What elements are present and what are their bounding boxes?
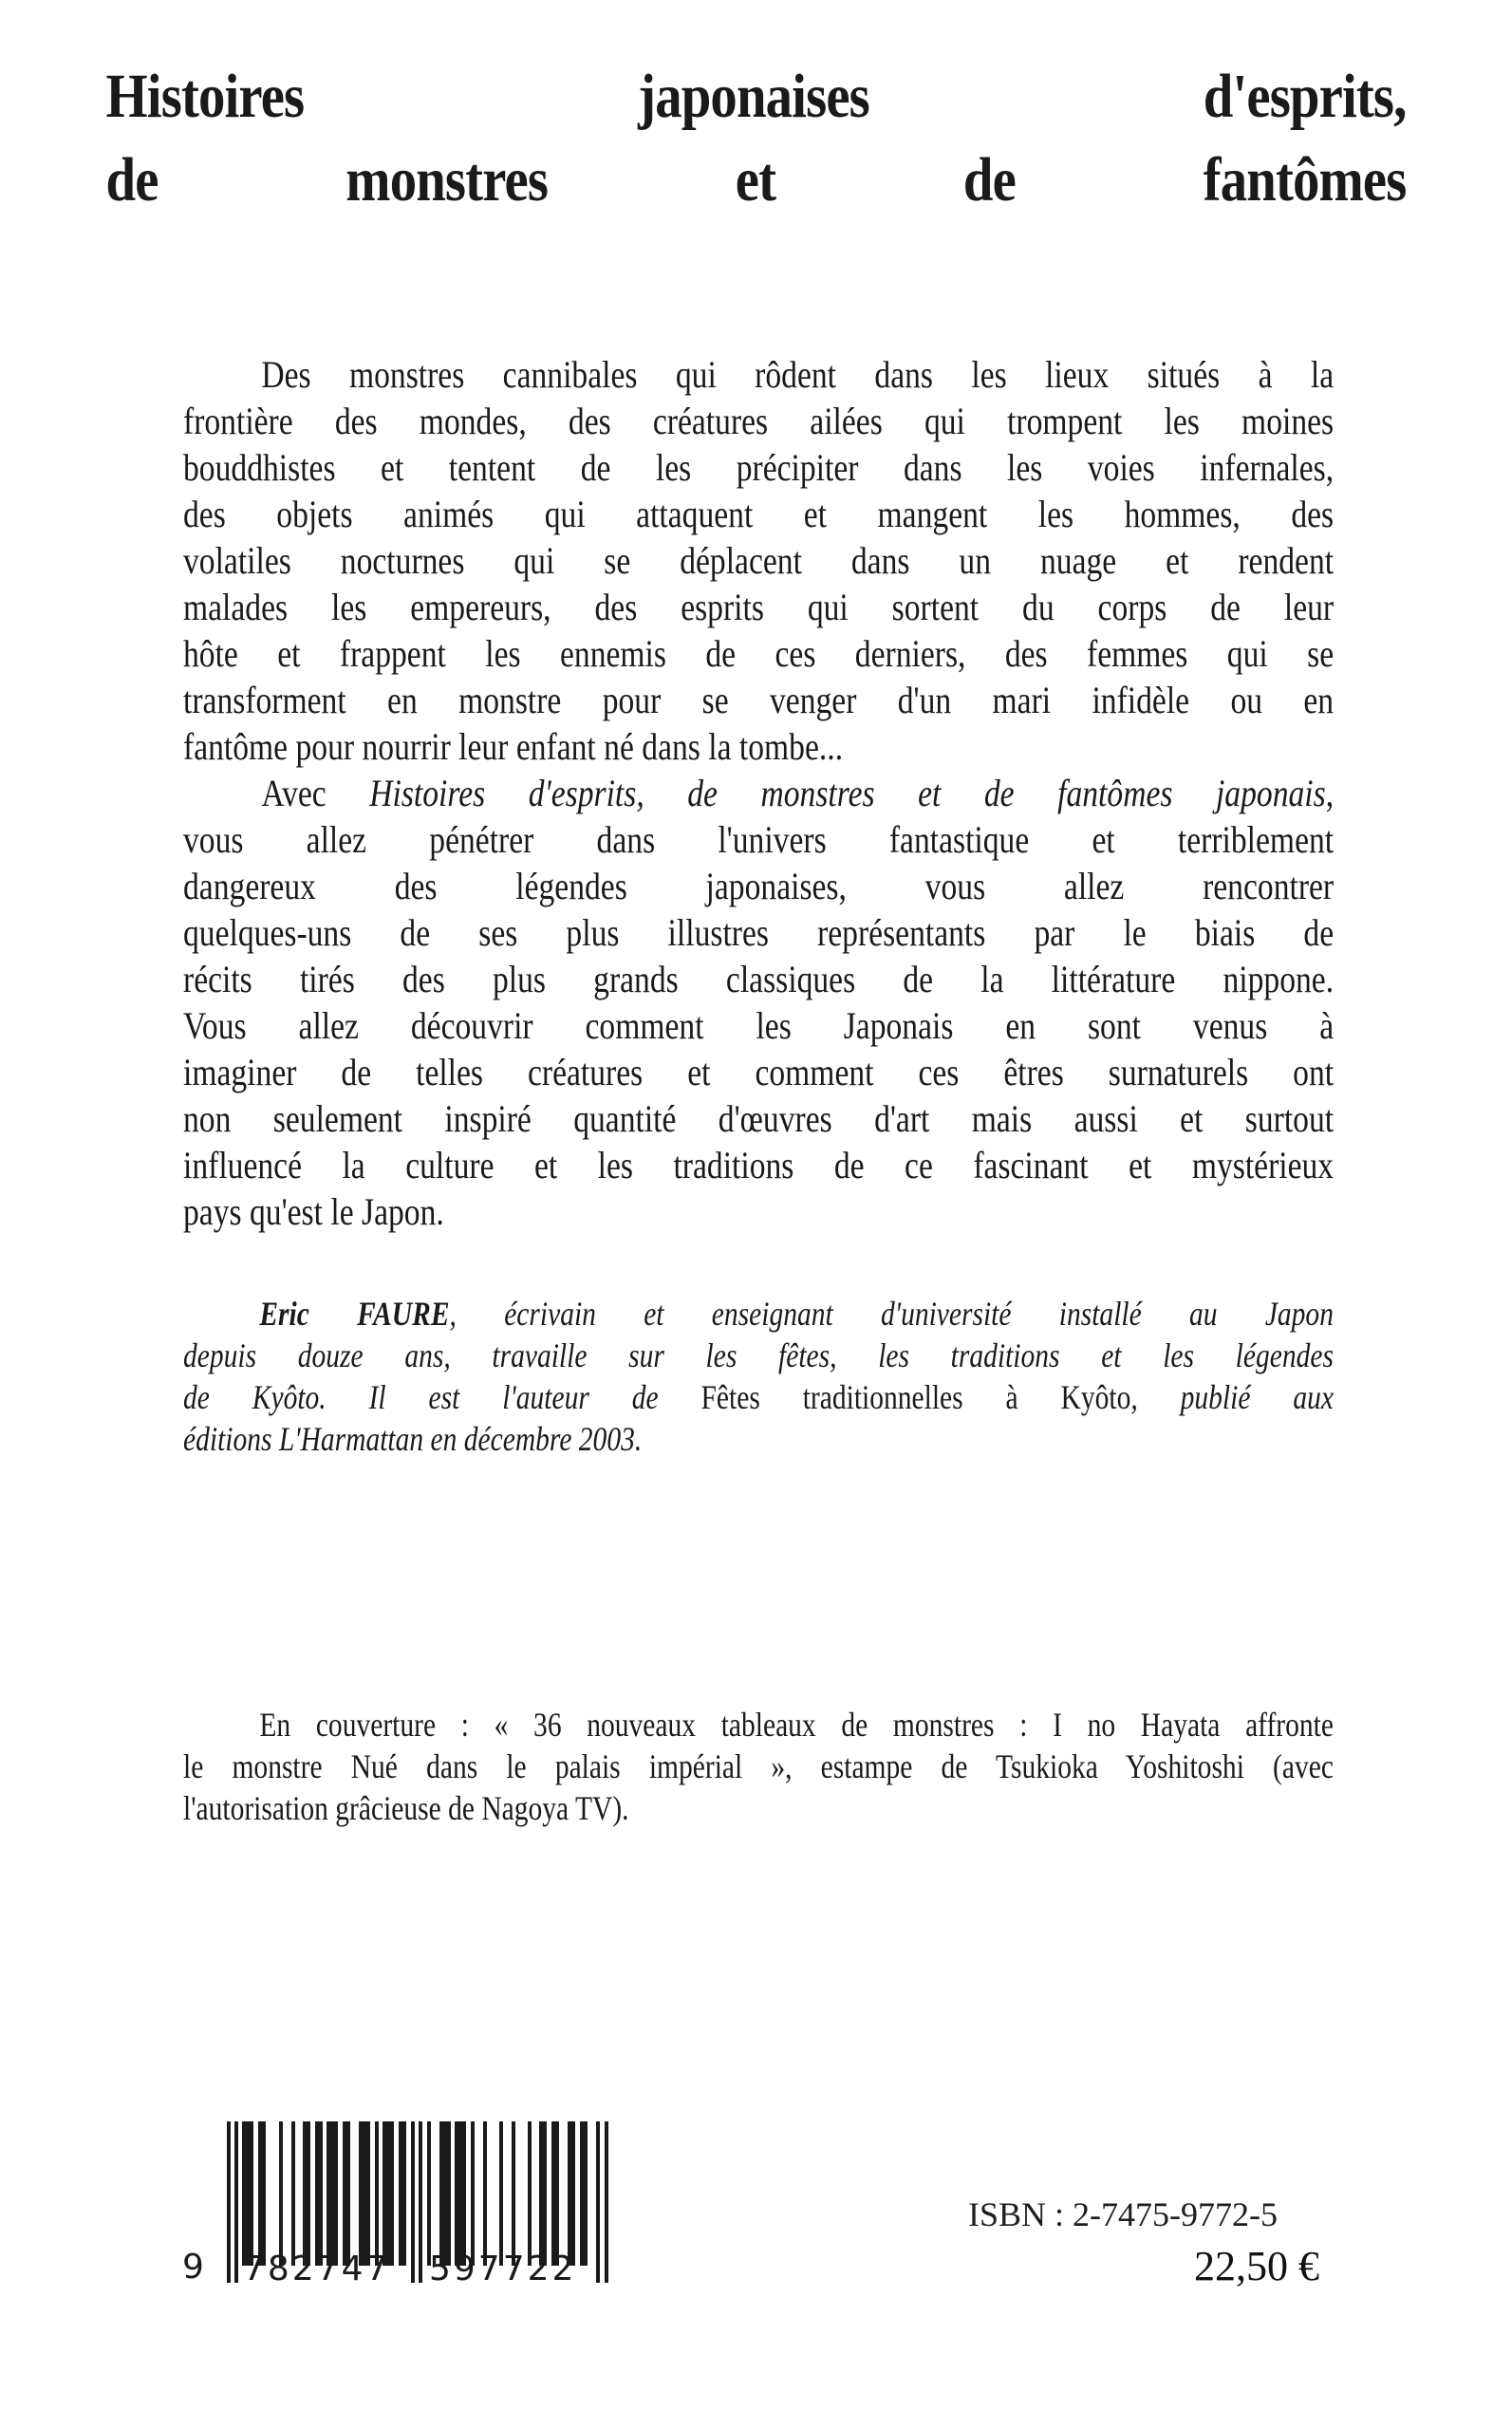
author-bio-text: de Kyôto. Il est l'auteur de — [183, 1378, 701, 1416]
blurb-line: imaginer de telles créatures et comment ces êtres surnaturels ont — [183, 1051, 1335, 1093]
author-bio-text: , publié aux — [1130, 1378, 1334, 1416]
barcode-digits-right: 597722 — [429, 2250, 577, 2288]
blurb-line: dangereux des légendes japonaises, vous allez rencontrer — [183, 865, 1335, 907]
cover-credit-line: l'autorisation grâcieuse de Nagoya TV). — [183, 1789, 629, 1827]
author-bio-line: éditions L'Harmattan en décembre 2003. — [183, 1420, 643, 1458]
blurb-line: quelques-uns de ses plus illustres représentants par le biais de — [183, 911, 1335, 954]
blurb-line: pays qu'est le Japon. — [183, 1190, 444, 1233]
blurb-line: Des monstres cannibales qui rôdent dans les lieux situés à la — [261, 353, 1335, 396]
isbn: ISBN : 2-7475-9772-5 — [968, 2195, 1278, 2233]
blurb-line: volatiles nocturnes qui se déplacent dans un nuage et rendent — [183, 539, 1335, 582]
previous-book-title: Fêtes traditionnelles à Kyôto — [700, 1378, 1131, 1416]
author-bio-text: , écrivain et enseignant d'université installé au Japon — [449, 1295, 1334, 1333]
barcode-digit-lead: 9 — [182, 2248, 204, 2287]
blurb-line-with-title — [183, 770, 1334, 816]
blurb-line: frontière des mondes, des créatures ailées qui trompent les moines — [183, 400, 1335, 442]
barcode-ean13 — [180, 2121, 617, 2311]
book-title-line-1: Histoires japonaises d'esprits, — [105, 62, 1407, 131]
book-title-line-2: de monstres et de fantômes — [105, 145, 1407, 215]
blurb-line: malades les empereurs, des esprits qui sortent du corps de leur — [183, 586, 1335, 628]
blurb-line: influencé la culture et les traditions de ce fascinant et mystérieux — [183, 1144, 1335, 1186]
author-bio-line — [183, 1376, 1334, 1418]
author-bio-line: depuis douze ans, travaille sur les fêtes, les traditions et les légendes — [183, 1336, 1334, 1374]
blurb-line: hôte et frappent les ennemis de ces derniers, des femmes qui se — [183, 632, 1335, 675]
blurb-line: vous allez pénétrer dans l'univers fantastique et terriblement — [183, 818, 1335, 861]
blurb-line: fantôme pour nourrir leur enfant né dans la tombe... — [183, 725, 844, 768]
blurb-prefix: Avec — [261, 772, 370, 814]
blurb-line: Vous allez découvrir comment les Japonais en sont venus à — [183, 1004, 1335, 1047]
barcode-digits-left: 782747 — [243, 2250, 391, 2288]
book-title — [106, 55, 1407, 222]
price: 22,50 € — [1194, 2243, 1319, 2289]
blurb-line: récits tirés des plus grands classiques de la littérature nippone. — [183, 958, 1335, 1000]
cover-credit — [183, 1704, 1334, 1829]
author-bio-line — [183, 1293, 1334, 1335]
cover-credit-line: En couverture : « 36 nouveaux tableaux de monstres : I no Hayata affronte — [259, 1706, 1334, 1744]
blurb-line: transforment en monstre pour se venger d'un mari infidèle ou en — [183, 679, 1335, 721]
blurb-line: non seulement inspiré quantité d'œuvres d'art mais aussi et surtout — [183, 1097, 1335, 1140]
blurb-suffix: , — [1325, 772, 1335, 814]
author-name: Eric FAURE — [259, 1295, 450, 1333]
blurb-line: bouddhistes et tentent de les précipiter dans les voies infernales, — [183, 446, 1335, 489]
cover-credit-line: le monstre Nué dans le palais impérial », estampe de Tsukioka Yoshitoshi (avec — [183, 1747, 1334, 1785]
blurb-line: des objets animés qui attaquent et mangent les hommes, des — [183, 493, 1335, 535]
author-bio — [183, 1293, 1334, 1460]
blurb — [183, 351, 1334, 1235]
blurb-book-title: Histoires d'esprits, de monstres et de fantômes japonais — [369, 772, 1326, 814]
